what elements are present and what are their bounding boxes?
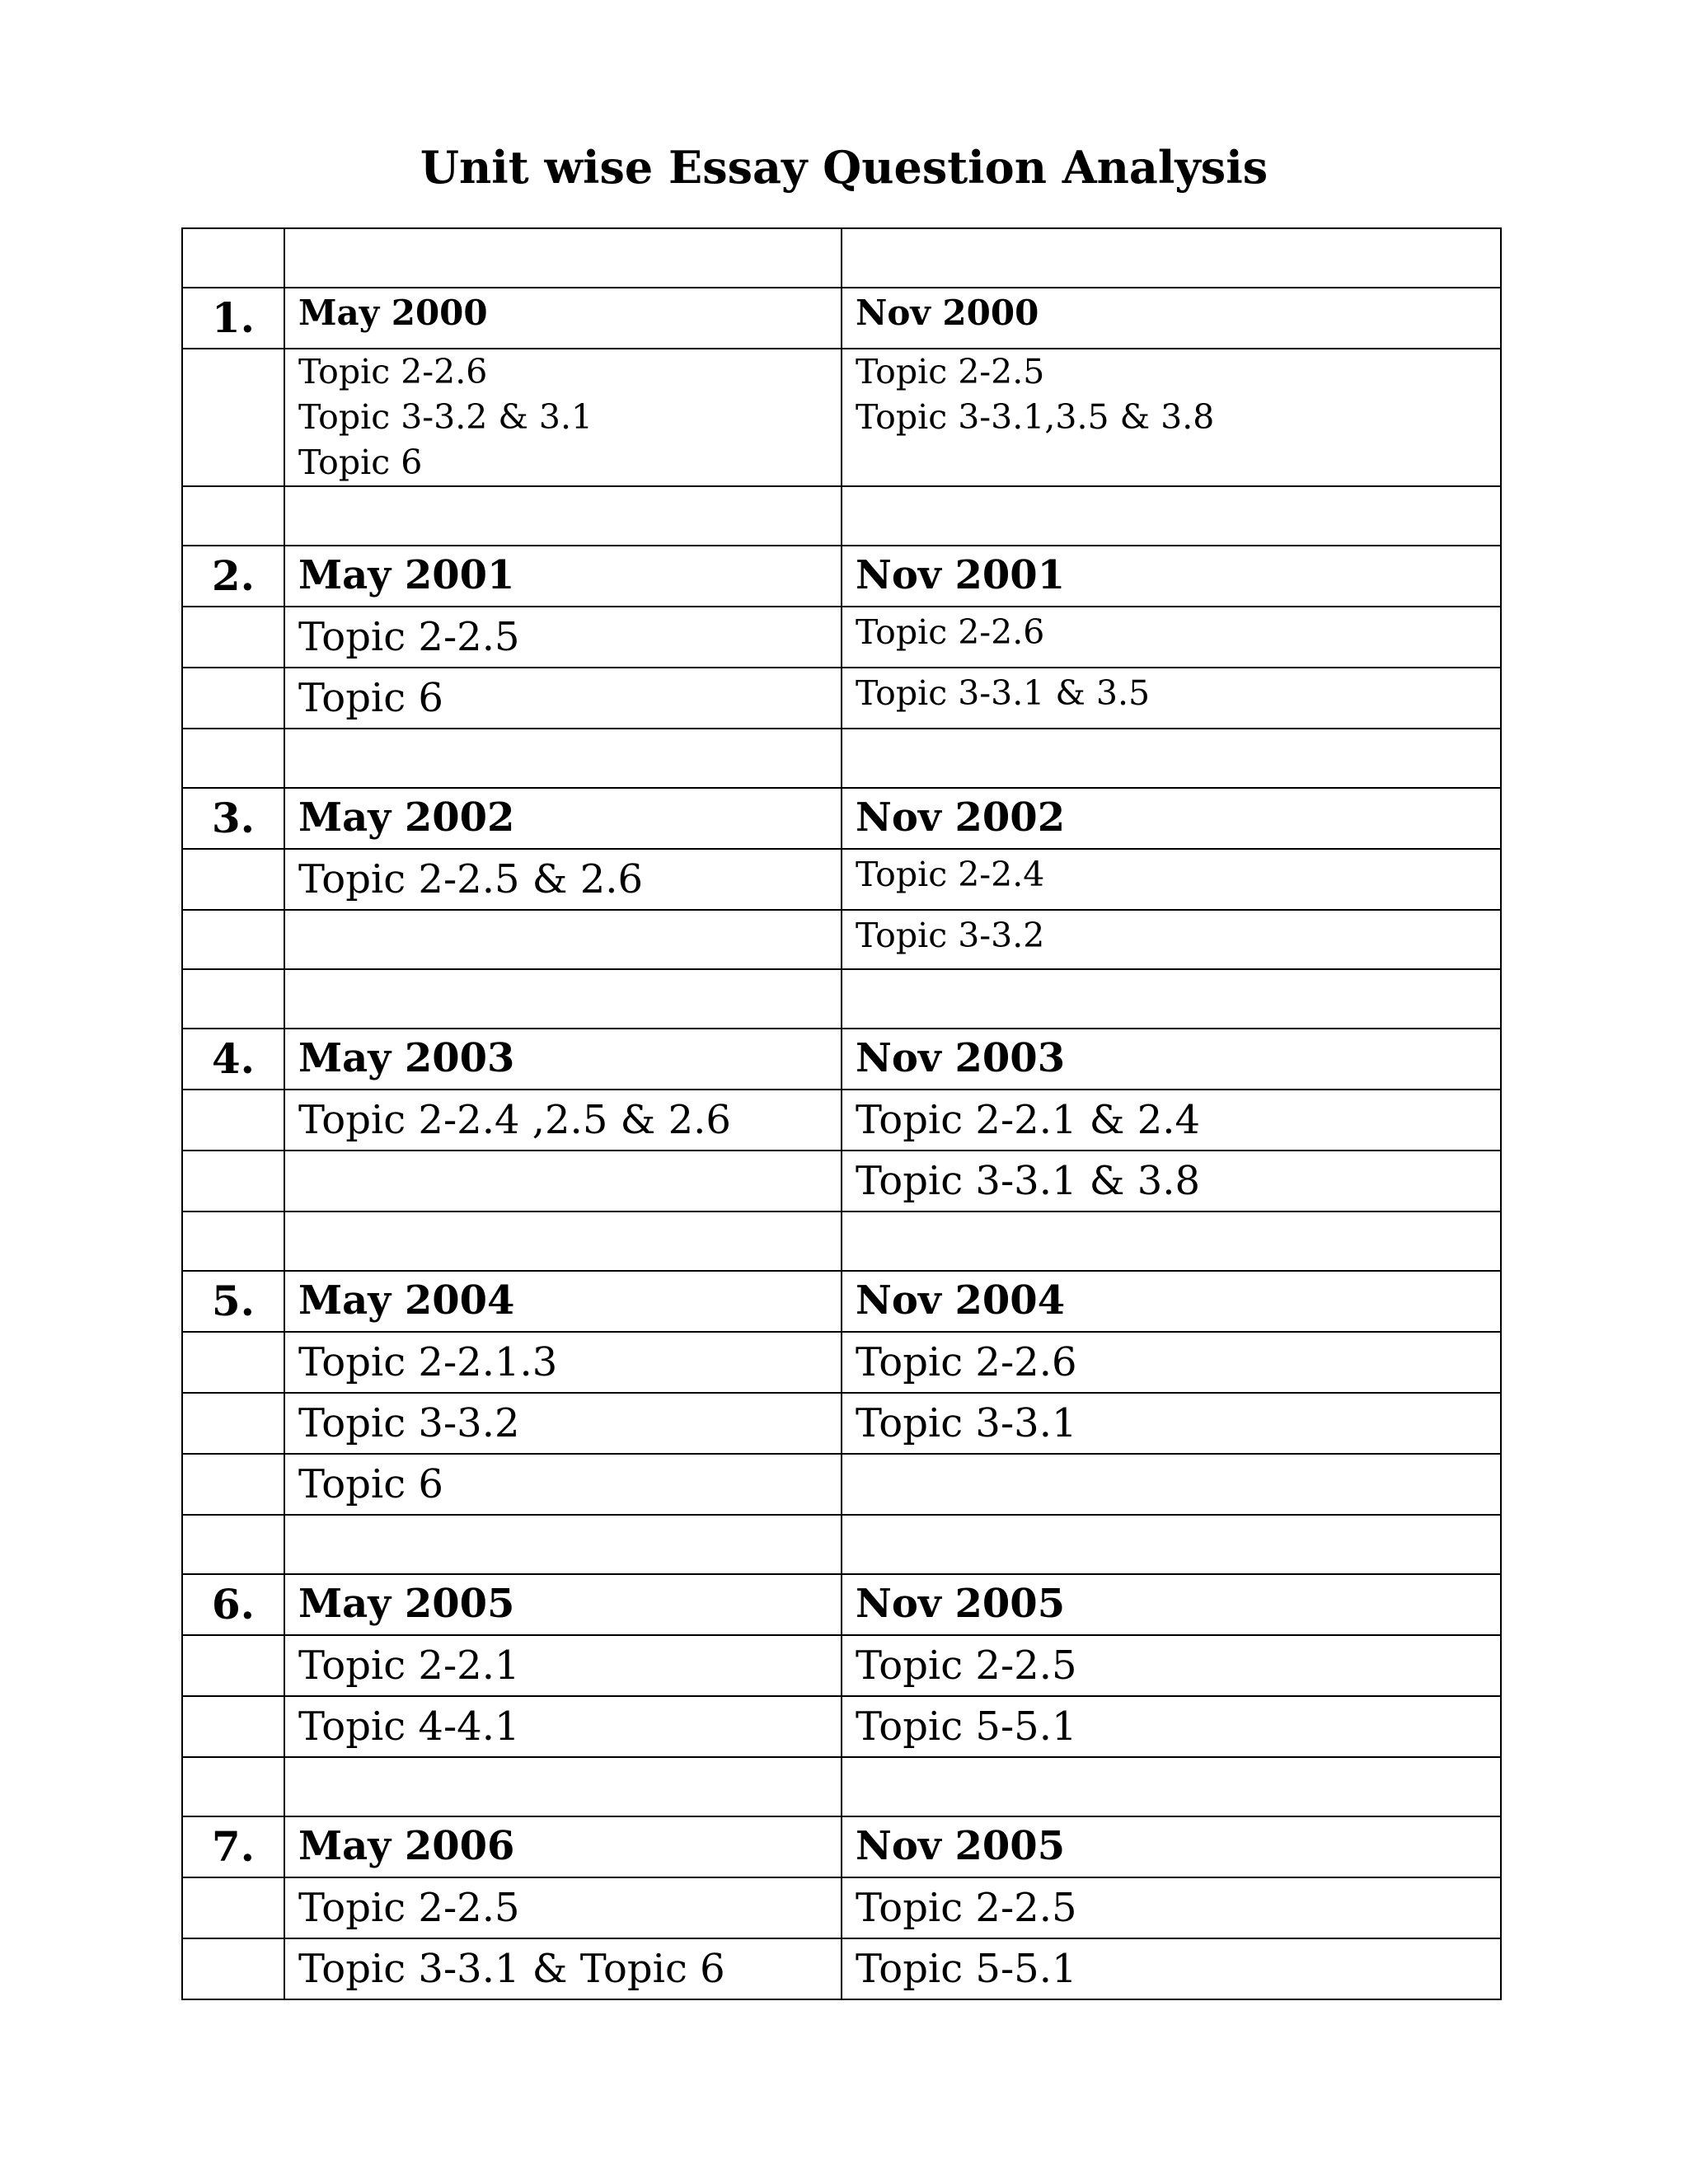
may-topic: Topic 2-2.5	[284, 1877, 842, 1938]
table-row	[182, 910, 1501, 969]
may-topic: Topic 2-2.1.3	[284, 1332, 842, 1393]
may-topic	[284, 910, 842, 969]
nov-topic: Topic 2-2.4	[842, 849, 1501, 910]
table-row	[182, 1574, 1501, 1635]
table-row	[182, 849, 1501, 910]
may-topic	[284, 1151, 842, 1212]
table-row	[182, 607, 1501, 668]
nov-topic: Topic 2-2.6	[842, 607, 1501, 668]
may-topic: Topic 4-4.1	[284, 1696, 842, 1757]
table-row	[182, 1090, 1501, 1151]
topic-entry: Topic 3-3.1,3.5 & 3.8	[856, 397, 1215, 437]
may-topics-cell	[284, 349, 842, 486]
table-row	[182, 668, 1501, 729]
topic-entry: Topic 3-3.2 & 3.1	[298, 397, 593, 437]
row-number: 7.	[182, 1816, 284, 1877]
table-row	[182, 1271, 1501, 1332]
topic-entry: Topic 2-2.6	[298, 352, 488, 391]
table-row	[182, 1151, 1501, 1212]
spacer-row	[182, 729, 1501, 788]
may-topic: Topic 6	[284, 668, 842, 729]
row-number-cell	[182, 349, 284, 486]
may-session-heading: May 2006	[284, 1816, 842, 1877]
table-row	[182, 1029, 1501, 1090]
spacer-row	[182, 1515, 1501, 1574]
table-row	[182, 1393, 1501, 1454]
may-session-heading: May 2000	[284, 288, 842, 349]
may-topic: Topic 3-3.1 & Topic 6	[284, 1938, 842, 1999]
row-number: 1.	[182, 288, 284, 349]
may-session-heading: May 2003	[284, 1029, 842, 1090]
nov-topic: Topic 3-3.1 & 3.5	[842, 668, 1501, 729]
table-row	[182, 1877, 1501, 1938]
may-topic: Topic 6	[284, 1454, 842, 1515]
table-row	[182, 1332, 1501, 1393]
may-topic: Topic 2-2.5	[284, 607, 842, 668]
nov-session-heading: Nov 2005	[842, 1574, 1501, 1635]
spacer-row	[182, 1212, 1501, 1271]
nov-session-heading: Nov 2002	[842, 788, 1501, 849]
may-topic: Topic 3-3.2	[284, 1393, 842, 1454]
topic-entry: Topic 6	[298, 443, 423, 482]
nov-session-heading: Nov 2005	[842, 1816, 1501, 1877]
table-row	[182, 349, 1501, 486]
may-topic: Topic 2-2.4 ,2.5 & 2.6	[284, 1090, 842, 1151]
table-row	[182, 546, 1501, 607]
nov-topic: Topic 5-5.1	[842, 1938, 1501, 1999]
nov-topic	[842, 1454, 1501, 1515]
row-number: 4.	[182, 1029, 284, 1090]
spacer-row	[182, 228, 1501, 288]
may-session-heading: May 2004	[284, 1271, 842, 1332]
table-row	[182, 288, 1501, 349]
table-row	[182, 1938, 1501, 1999]
nov-topic: Topic 3-3.1 & 3.8	[842, 1151, 1501, 1212]
nov-topic: Topic 3-3.2	[842, 910, 1501, 969]
row-number: 6.	[182, 1574, 284, 1635]
nov-session-heading: Nov 2003	[842, 1029, 1501, 1090]
analysis-table	[181, 227, 1502, 2000]
nov-topic: Topic 2-2.5	[842, 1635, 1501, 1696]
table-row	[182, 1816, 1501, 1877]
table-row	[182, 788, 1501, 849]
nov-topic: Topic 5-5.1	[842, 1696, 1501, 1757]
page-title: Unit wise Essay Question Analysis	[420, 141, 1268, 194]
nov-topic: Topic 2-2.1 & 2.4	[842, 1090, 1501, 1151]
nov-session-heading: Nov 2000	[842, 288, 1501, 349]
table-row	[182, 1635, 1501, 1696]
may-session-heading: May 2001	[284, 546, 842, 607]
may-session-heading: May 2005	[284, 1574, 842, 1635]
spacer-row	[182, 486, 1501, 546]
may-session-heading: May 2002	[284, 788, 842, 849]
nov-topic: Topic 2-2.6	[842, 1332, 1501, 1393]
nov-topic: Topic 2-2.5	[842, 1877, 1501, 1938]
nov-topics-cell	[842, 349, 1501, 486]
nov-session-heading: Nov 2001	[842, 546, 1501, 607]
row-number: 2.	[182, 546, 284, 607]
may-topic: Topic 2-2.1	[284, 1635, 842, 1696]
spacer-row	[182, 969, 1501, 1029]
table-row	[182, 1696, 1501, 1757]
row-number: 5.	[182, 1271, 284, 1332]
nov-session-heading: Nov 2004	[842, 1271, 1501, 1332]
may-topic: Topic 2-2.5 & 2.6	[284, 849, 842, 910]
topic-entry: Topic 2-2.5	[856, 352, 1045, 391]
table-row	[182, 1454, 1501, 1515]
row-number: 3.	[182, 788, 284, 849]
nov-topic: Topic 3-3.1	[842, 1393, 1501, 1454]
spacer-row	[182, 1757, 1501, 1816]
